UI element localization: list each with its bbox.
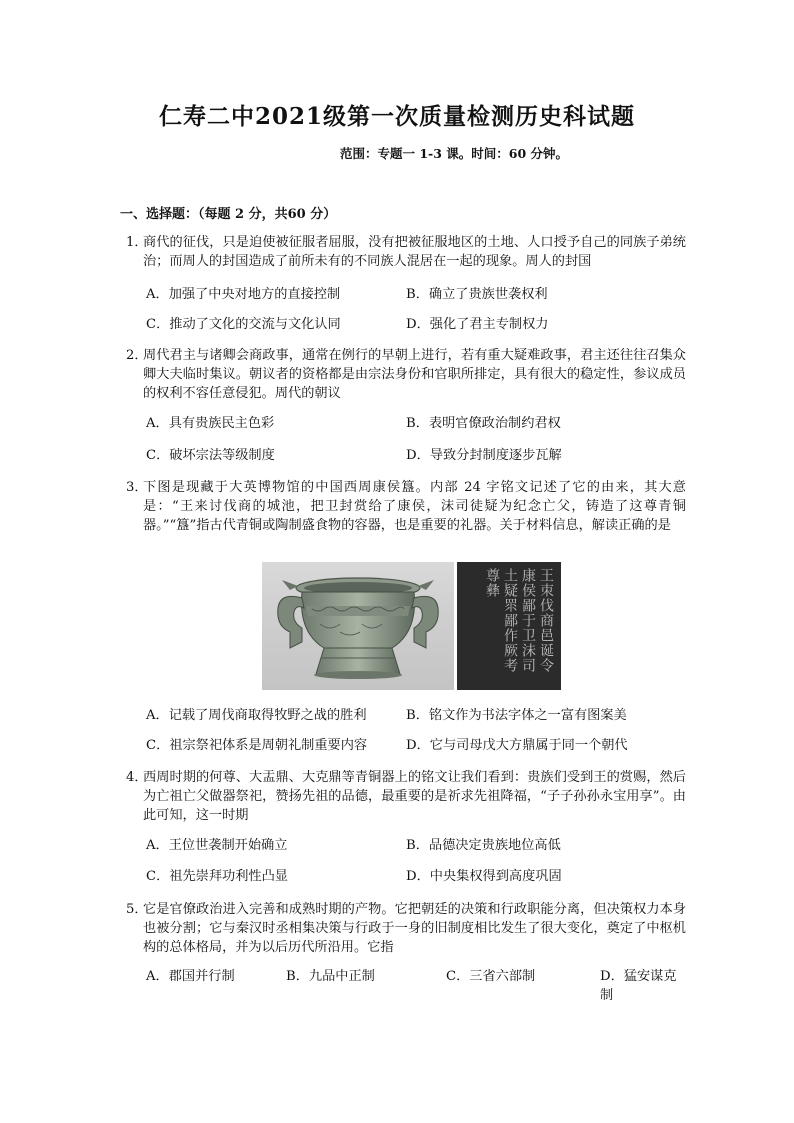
- option-a: A．郡国并行制: [146, 969, 235, 984]
- inscription-rubbing-image: [457, 562, 561, 690]
- question-number: 3．: [126, 480, 148, 495]
- question-stem: 周代君主与诸卿会商政事，通常在例行的早朝上进行，若有重大疑难政事，君主还往往召集众卿大夫临时集议。朝议者的资格都是由宗法身份和官职所排定，具有很大的稳定性，参议成员的权利不容任意侵犯。周代的朝议: [143, 348, 686, 401]
- option-b: B．确立了贵族世袭权利: [406, 287, 548, 302]
- exam-range: 范围：专题一 1-3 课。时间：60 分钟。: [340, 146, 569, 161]
- option-c: C．祖先崇拜功利性凸显: [146, 869, 288, 884]
- option-c: C．祖宗祭祀体系是周朝礼制重要内容: [146, 738, 368, 753]
- option-b: B．九品中正制: [286, 969, 375, 984]
- option-b: B．表明官僚政治制约君权: [406, 416, 561, 431]
- question-stem: 它是官僚政治进入完善和成熟时期的产物。它把朝廷的决策和行政职能分离，但决策权力本身也被分割；它与秦汉时丞相集决策与行政于一身的旧制度相比发生了很大变化，奠定了中枢机构的总体格局，并为以后历代所沿用。它指: [143, 902, 686, 955]
- question-stem: 下图是现藏于大英博物馆的中国西周康侯簋。内部 24 字铭文记述了它的由来，其大意是：“王来讨伐商的城池，把卫封赏给了康侯，沫司徒疑为纪念亡父，铸造了这尊青铜器。”“簋”指古代青铜或陶制盛食物的容器，也是重要的礼器。关于材料信息，解读正确的是: [143, 480, 686, 533]
- bronze-vessel-image: [262, 562, 454, 690]
- option-c: C．推动了文化的交流与文化认同: [146, 317, 341, 332]
- option-b: B．品德决定贵族地位高低: [406, 838, 561, 853]
- question-1: [126, 233, 686, 271]
- question-number: 2．: [126, 348, 148, 363]
- option-d: D．中央集权得到高度巩固: [406, 869, 562, 884]
- question-5: [126, 900, 686, 957]
- option-a: A．加强了中央对地方的直接控制: [146, 287, 341, 302]
- question-stem: 西周时期的何尊、大盂鼎、大克鼎等青铜器上的铭文让我们看到：贵族们受到王的赏赐，然后为亡祖亡父做器祭祀，赞扬先祖的品德，最重要的是祈求先祖降福，“子子孙孙永宝用享”。由此可知，这一时期: [143, 770, 686, 823]
- exam-title: 仁寿二中2021级第一次质量检测历史科试题: [158, 103, 635, 130]
- option-b: B．铭文作为书法字体之一富有图案美: [406, 708, 627, 723]
- question-3: [126, 478, 686, 535]
- question-number: 5．: [126, 902, 148, 917]
- option-d: D．它与司母戊大方鼎属于同一个朝代: [406, 738, 628, 753]
- section-title: 一、选择题：（每题 2 分，共60 分）: [120, 207, 337, 222]
- option-a: A．具有贵族民主色彩: [146, 416, 275, 431]
- question-number: 4．: [126, 770, 148, 785]
- question-2: [126, 346, 686, 403]
- option-a: A．记载了周伐商取得牧野之战的胜利: [146, 708, 367, 723]
- rubbing-inscription: 王朿伐商邑诞令康侯鄙于卫沬司土疑眔鄙作厥考尊彝: [484, 568, 554, 673]
- question-stem: 商代的征伐，只是迫使被征服者屈服，没有把被征服地区的土地、人口授予自己的同族子弟统治；而周人的封国造成了前所未有的不同族人混居在一起的现象。周人的封国: [143, 235, 686, 269]
- option-d: D．导致分封制度逐步瓦解: [406, 448, 562, 463]
- question-4: [126, 768, 686, 825]
- option-a: A．王位世袭制开始确立: [146, 838, 288, 853]
- option-d: D．猛安谋克制: [600, 969, 677, 1003]
- option-d: D．强化了君主专制权力: [406, 317, 549, 332]
- option-c: C．三省六部制: [446, 969, 536, 984]
- option-c: C．破坏宗法等级制度: [146, 448, 275, 463]
- question-number: 1．: [126, 235, 148, 250]
